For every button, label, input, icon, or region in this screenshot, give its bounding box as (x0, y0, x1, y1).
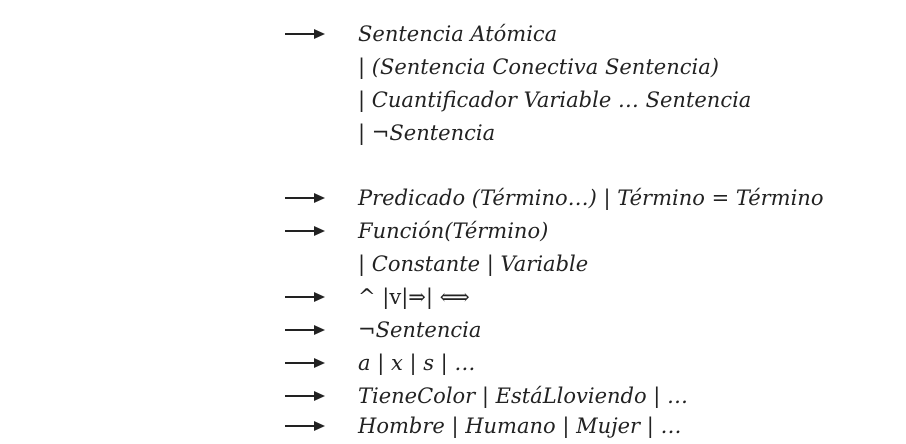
rule-rhs: a | x | s | … (358, 351, 476, 375)
rule-rhs-alternative: | Constante | Variable (358, 252, 589, 276)
negated-term: Sentencia (375, 318, 482, 342)
arrow-right-icon (284, 384, 326, 408)
rule-rhs: TieneColor | EstáLloviendo | … (358, 384, 689, 408)
rule-rhs-alternative: | Cuantificador Variable … Sentencia (358, 88, 752, 112)
arrow-right-icon (284, 285, 326, 309)
rule-rhs: Predicado (Término…) | Término = Término (358, 186, 824, 210)
arrow-right-icon (284, 22, 326, 46)
negation-symbol: ¬ (358, 318, 376, 342)
rule-rhs-alternative: | (Sentencia Conectiva Sentencia) (358, 55, 719, 79)
arrow-right-icon (284, 219, 326, 243)
alternative-bar: | (358, 121, 372, 145)
arrow-right-icon (284, 351, 326, 375)
rule-rhs: Función(Término) (358, 219, 549, 243)
rule-rhs (358, 318, 481, 342)
rule-rhs-connectives: ^ |v|⇒| ⟺ (358, 285, 470, 309)
arrow-right-icon (284, 318, 326, 342)
arrow-right-icon (284, 414, 326, 438)
arrow-right-icon (284, 186, 326, 210)
rule-rhs-alternative (358, 121, 495, 145)
rule-rhs: Hombre | Humano | Mujer | … (358, 414, 682, 438)
negated-term: Sentencia (389, 121, 496, 145)
negation-symbol: ¬ (371, 121, 390, 145)
rule-rhs: Sentencia Atómica (358, 22, 558, 46)
